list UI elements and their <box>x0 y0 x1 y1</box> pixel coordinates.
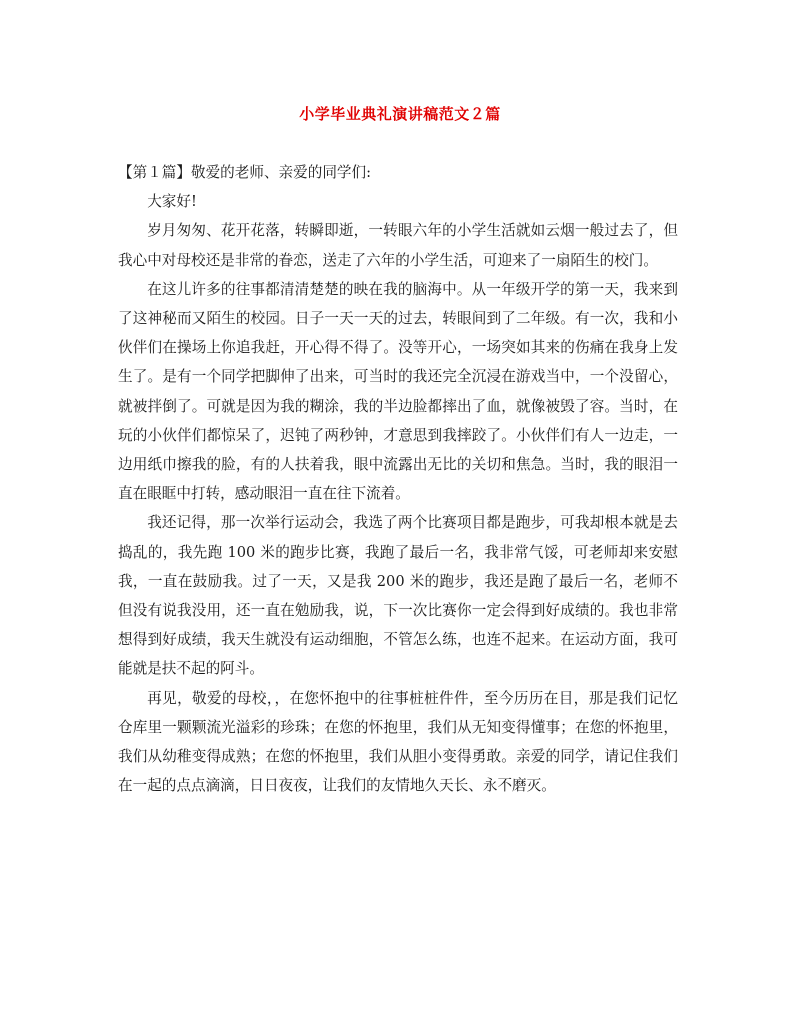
document-title: 小学毕业典礼演讲稿范文２篇 <box>299 105 501 123</box>
paragraph: 在这儿许多的往事都清清楚楚的映在我的脑海中。从一年级开学的第一天，我来到了这神秘而又陌生的校园。日子一天一天的过去，转眼间到了二年级。有一次，我和小伙伴们在操场上你追我赶，开心得不得了。没等开心，一场突如其来的伤痛在我身上发生了。是有一个同学把脚伸了出来，可当时的我还完全沉浸在游戏当中，一个没留心，就被拌倒了。可就是因为我的糊涂，我的半边脸都摔出了血，就像被毁了容。当时，在玩的小伙伴们都惊呆了，迟钝了两秒钟，才意思到我摔跤了。小伙伴们有人一边走，一边用纸巾擦我的脸，有的人扶着我，眼中流露出无比的关切和焦急。当时，我的眼泪一直在眼眶中打转，感动眼泪一直在往下流着。 <box>118 280 678 503</box>
section-label: 【第１篇】 <box>118 164 191 181</box>
paragraph: 再见，敬爱的母校，，在您怀抱中的往事桩桩件件，至今历历在目，那是我们记忆仓库里一颗颗流光溢彩的珍珠；在您的怀抱里，我们从无知变得懂事；在您的怀抱里，我们从幼稚变得成熟；在您的怀抱里，我们从胆小变得勇敢。亲爱的同学，请记住我们在一起的点点滴滴，日日夜夜，让我们的友情地久天长、永不磨灭。 <box>118 689 678 795</box>
salutation: 敬爱的老师、亲爱的同学们: <box>190 164 372 181</box>
paragraph: 我还记得，那一次举行运动会，我选了两个比赛项目都是跑步，可我却根本就是去捣乱的，我先跑 100 米的跑步比赛，我跑了最后一名，我非常气馁，可老师却来安慰我，一直在鼓励我。过了一天，又是我 200 米的跑步，我还是跑了最后一名，老师不但没有说我没用，还一直在勉励我，说，下一次比赛你一定会得到好成绩的。我也非常想得到好成绩，我天生就没有运动细胞，不管怎么练，也连不起来。在运动方面，我可能就是扶不起的阿斗。 <box>118 514 678 678</box>
opening-line <box>118 158 678 187</box>
greeting: 大家好! <box>147 193 197 211</box>
document-body <box>118 158 678 800</box>
paragraph: 岁月匆匆、花开花落，转瞬即逝，一转眼六年的小学生活就如云烟一般过去了，但我心中对母校还是非常的眷恋，送走了六年的小学生活，可迎来了一扇陌生的校门。 <box>118 222 678 269</box>
